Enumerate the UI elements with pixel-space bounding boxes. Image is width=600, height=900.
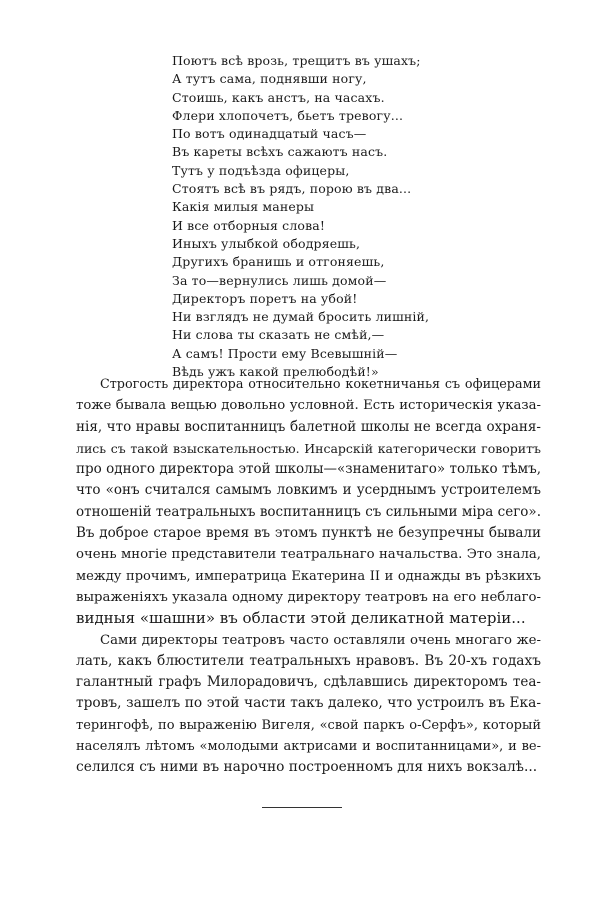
poem-line: Въ кареты всѣхъ сажаютъ насъ. [172,144,388,160]
text-line: терингофѣ, по выраженію Вигеля, «свой паркъ о-Серфъ», который [76,717,541,733]
paragraph-1 [76,374,541,630]
text-line: Строгость директора относительно кокетничанья съ офицерами [100,377,541,392]
text-line: населялъ лѣтомъ «молодыми актрисами и воспитанницами», и ве- [76,739,541,755]
poem-line: За то—вернулись лишь домой— [172,272,387,288]
poem-line: Ни слова ты сказать не смѣй,— [172,327,385,343]
poem-line: Какія милыя манеры [172,199,315,215]
text-line: очень многіе представители театральнаго начальства. Это знала, [76,547,541,563]
text-line: про одного директора этой школы—«знаменитаго» только тѣмъ, [76,461,541,478]
text-line: Сами директоры театровъ часто оставляли очень многаго же- [100,632,541,648]
poem-line: И все отборныя слова! [172,217,326,233]
text-line: между прочимъ, императрица Екатерина II и однажды въ рѣзкихъ [76,568,541,584]
poem-line: Вѣдь ужъ какой прелюбодѣй!» [172,364,379,380]
text-line: что «онъ считался самымъ ловкимъ и усерднымъ устроителемъ [76,482,541,499]
paragraph-2 [76,630,541,779]
poem-line: Стоишь, какъ анстъ, на часахъ. [172,89,385,105]
poem-line: Флери хлопочетъ, бьетъ тревогу... [172,107,404,123]
text-line: галантный графъ Милорадовичъ, сдѣлавшись директоромъ теа- [76,674,541,691]
poem-line: А тутъ сама, поднявши ногу, [172,71,367,87]
text-line: нія, что нравы воспитанницъ балетной школы не всегда охраня- [76,418,541,435]
text-line: лись съ такой взыскательностью. Инсарскій категорически говоритъ [76,440,541,456]
section-divider [262,807,342,808]
text-line: лать, какъ блюстители театральныхъ нравовъ. Въ 20-хъ годахъ [76,652,541,669]
text-line: выраженіяхъ указала одному директору театровъ на его неблаго- [76,589,541,605]
poem-line: Ни взглядъ не думай бросить лишній, [172,309,430,325]
prose-block [76,374,541,779]
poem-line: Тутъ у подъѣзда офицеры, [172,162,350,178]
text-line: тоже бывала вещью довольно условной. Есть историческія указа- [76,398,541,414]
text-line: тровъ, зашелъ по этой части такъ далеко, что устроилъ въ Ека- [76,695,541,712]
text-line: Въ доброе старое время въ этомъ пунктѣ не безупречны бывали [76,525,541,542]
poem-line: Директоръ поретъ на убой! [172,290,358,306]
text-line: видныя «шашни» въ области этой деликатной матеріи... [76,609,526,628]
text-line: селился съ ними въ нарочно построенномъ для нихъ вокзалѣ... [76,759,538,776]
poem-line: По вотъ одинадцатый часъ— [172,126,367,142]
poem-block [172,52,472,381]
poem-line: Другихъ бранишь и отгоняешь, [172,254,385,270]
poem-line: Поютъ всѣ врозь, трещитъ въ ушахъ; [172,53,421,68]
text-line: отношеній театральныхъ воспитанницъ съ сильными міра сего». [76,503,541,520]
poem-line: А самъ! Прости ему Всевышній— [172,345,398,361]
poem-line: Иныхъ улыбкой ободряешь, [172,235,361,251]
poem-line: Стоятъ всѣ въ рядъ, порою въ два... [172,181,412,197]
